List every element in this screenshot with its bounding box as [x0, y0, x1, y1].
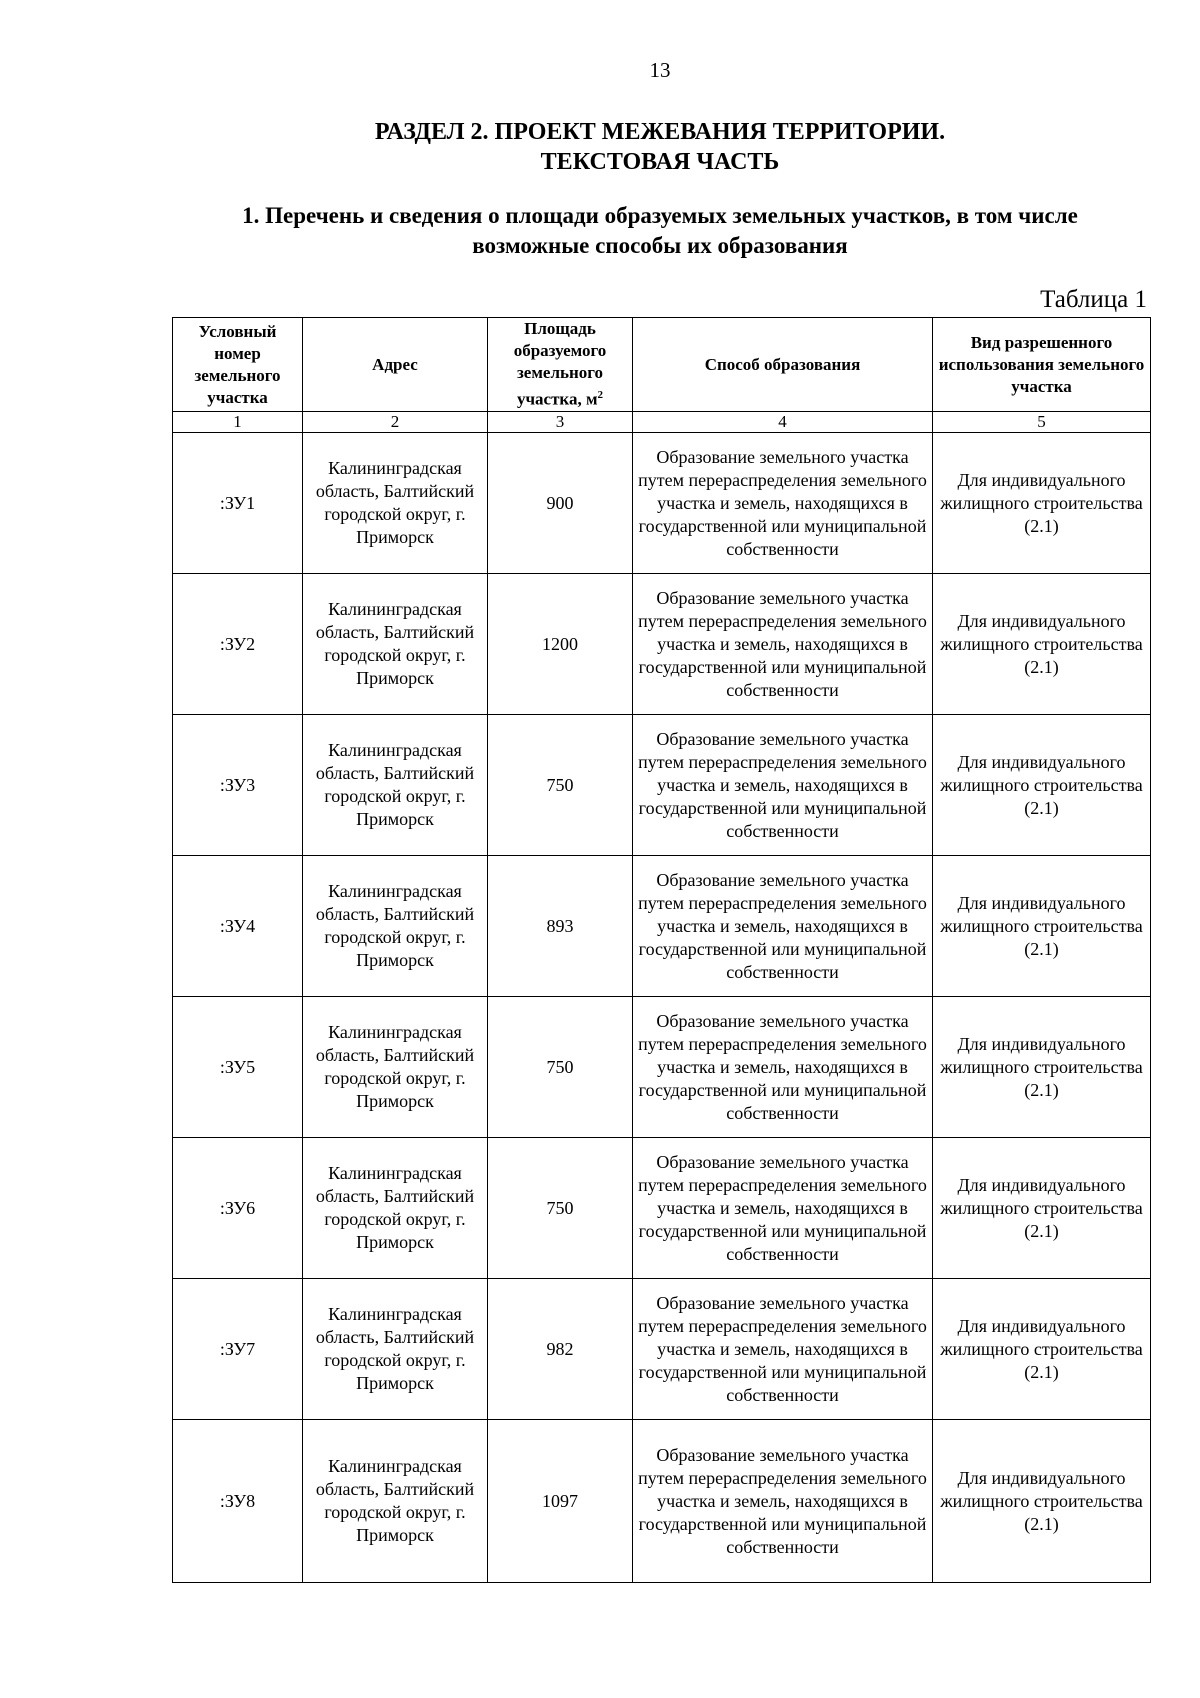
subsection-title [160, 201, 1160, 261]
plot-number-cell: :ЗУ2 [173, 574, 303, 715]
area-cell: 893 [488, 856, 633, 997]
permitted-use-cell: Для индивидуального жилищного строительства (2.1) [933, 1420, 1151, 1583]
area-cell: 750 [488, 997, 633, 1138]
header-address: Адрес [303, 318, 488, 412]
section-title-line1: РАЗДЕЛ 2. ПРОЕКТ МЕЖЕВАНИЯ ТЕРРИТОРИИ. [374, 119, 946, 145]
header-area-label: Площадь образуемого земельного участка, м [513, 319, 607, 409]
header-permitted-use: Вид разрешенного использования земельного участка [933, 318, 1151, 412]
plot-number-cell: :ЗУ6 [173, 1138, 303, 1279]
column-number: 5 [933, 412, 1151, 433]
subsection-title-line2: возможные способы их образования [472, 233, 848, 258]
plot-number-cell: :ЗУ4 [173, 856, 303, 997]
method-cell: Образование земельного участка путем перераспределения земельного участка и земель, находящихся в государственной или муниципальной собственности [633, 1138, 933, 1279]
area-cell: 1097 [488, 1420, 633, 1583]
plot-number-cell: :ЗУ1 [173, 433, 303, 574]
permitted-use-cell: Для индивидуального жилищного строительства (2.1) [933, 1138, 1151, 1279]
plot-number-cell: :ЗУ5 [173, 997, 303, 1138]
area-cell: 1200 [488, 574, 633, 715]
area-cell: 750 [488, 1138, 633, 1279]
section-title-line2: ТЕКСТОВАЯ ЧАСТЬ [540, 149, 780, 175]
address-cell: Калининградская область, Балтийский городской округ, г. Приморск [303, 574, 488, 715]
table-row [173, 574, 1151, 715]
header-method: Способ образования [633, 318, 933, 412]
header-area-unit-superscript: 2 [597, 389, 604, 402]
section-title [0, 117, 1200, 177]
method-cell: Образование земельного участка путем перераспределения земельного участка и земель, находящихся в государственной или муниципальной собственности [633, 1279, 933, 1420]
plot-number-cell: :ЗУ7 [173, 1279, 303, 1420]
method-cell: Образование земельного участка путем перераспределения земельного участка и земель, находящихся в государственной или муниципальной собственности [633, 715, 933, 856]
permitted-use-cell: Для индивидуального жилищного строительства (2.1) [933, 715, 1151, 856]
address-cell: Калининградская область, Балтийский городской округ, г. Приморск [303, 856, 488, 997]
column-number: 2 [303, 412, 488, 433]
plot-number-cell: :ЗУ3 [173, 715, 303, 856]
address-cell: Калининградская область, Балтийский городской округ, г. Приморск [303, 1138, 488, 1279]
address-cell: Калининградская область, Балтийский городской округ, г. Приморск [303, 1420, 488, 1583]
method-cell: Образование земельного участка путем перераспределения земельного участка и земель, находящихся в государственной или муниципальной собственности [633, 1420, 933, 1583]
table-row [173, 715, 1151, 856]
page-number: 13 [649, 58, 671, 82]
column-number-row [173, 412, 1151, 433]
address-cell: Калининградская область, Балтийский городской округ, г. Приморск [303, 997, 488, 1138]
permitted-use-cell: Для индивидуального жилищного строительства (2.1) [933, 574, 1151, 715]
permitted-use-cell: Для индивидуального жилищного строительства (2.1) [933, 1279, 1151, 1420]
land-plots-table [172, 317, 1151, 1583]
table-row [173, 856, 1151, 997]
permitted-use-cell: Для индивидуального жилищного строительства (2.1) [933, 997, 1151, 1138]
method-cell: Образование земельного участка путем перераспределения земельного участка и земель, находящихся в государственной или муниципальной собственности [633, 574, 933, 715]
permitted-use-cell: Для индивидуального жилищного строительства (2.1) [933, 433, 1151, 574]
column-number: 3 [488, 412, 633, 433]
method-cell: Образование земельного участка путем перераспределения земельного участка и земель, находящихся в государственной или муниципальной собственности [633, 856, 933, 997]
method-cell: Образование земельного участка путем перераспределения земельного участка и земель, находящихся в государственной или муниципальной собственности [633, 433, 933, 574]
address-cell: Калининградская область, Балтийский городской округ, г. Приморск [303, 1279, 488, 1420]
permitted-use-cell: Для индивидуального жилищного строительства (2.1) [933, 856, 1151, 997]
header-area [488, 318, 633, 412]
table-row [173, 997, 1151, 1138]
table-row [173, 1138, 1151, 1279]
table-caption: Таблица 1 [1040, 286, 1147, 313]
method-cell: Образование земельного участка путем перераспределения земельного участка и земель, находящихся в государственной или муниципальной собственности [633, 997, 933, 1138]
area-cell: 900 [488, 433, 633, 574]
area-cell: 750 [488, 715, 633, 856]
address-cell: Калининградская область, Балтийский городской округ, г. Приморск [303, 715, 488, 856]
plot-number-cell: :ЗУ8 [173, 1420, 303, 1583]
subsection-title-line1: 1. Перечень и сведения о площади образуемых земельных участков, в том числе [242, 203, 1078, 228]
table-header-row [173, 318, 1151, 412]
table-row [173, 1279, 1151, 1420]
column-number: 1 [173, 412, 303, 433]
table-row [173, 433, 1151, 574]
table-row [173, 1420, 1151, 1583]
header-plot-number: Условный номер земельного участка [173, 318, 303, 412]
column-number: 4 [633, 412, 933, 433]
area-cell: 982 [488, 1279, 633, 1420]
address-cell: Калининградская область, Балтийский городской округ, г. Приморск [303, 433, 488, 574]
